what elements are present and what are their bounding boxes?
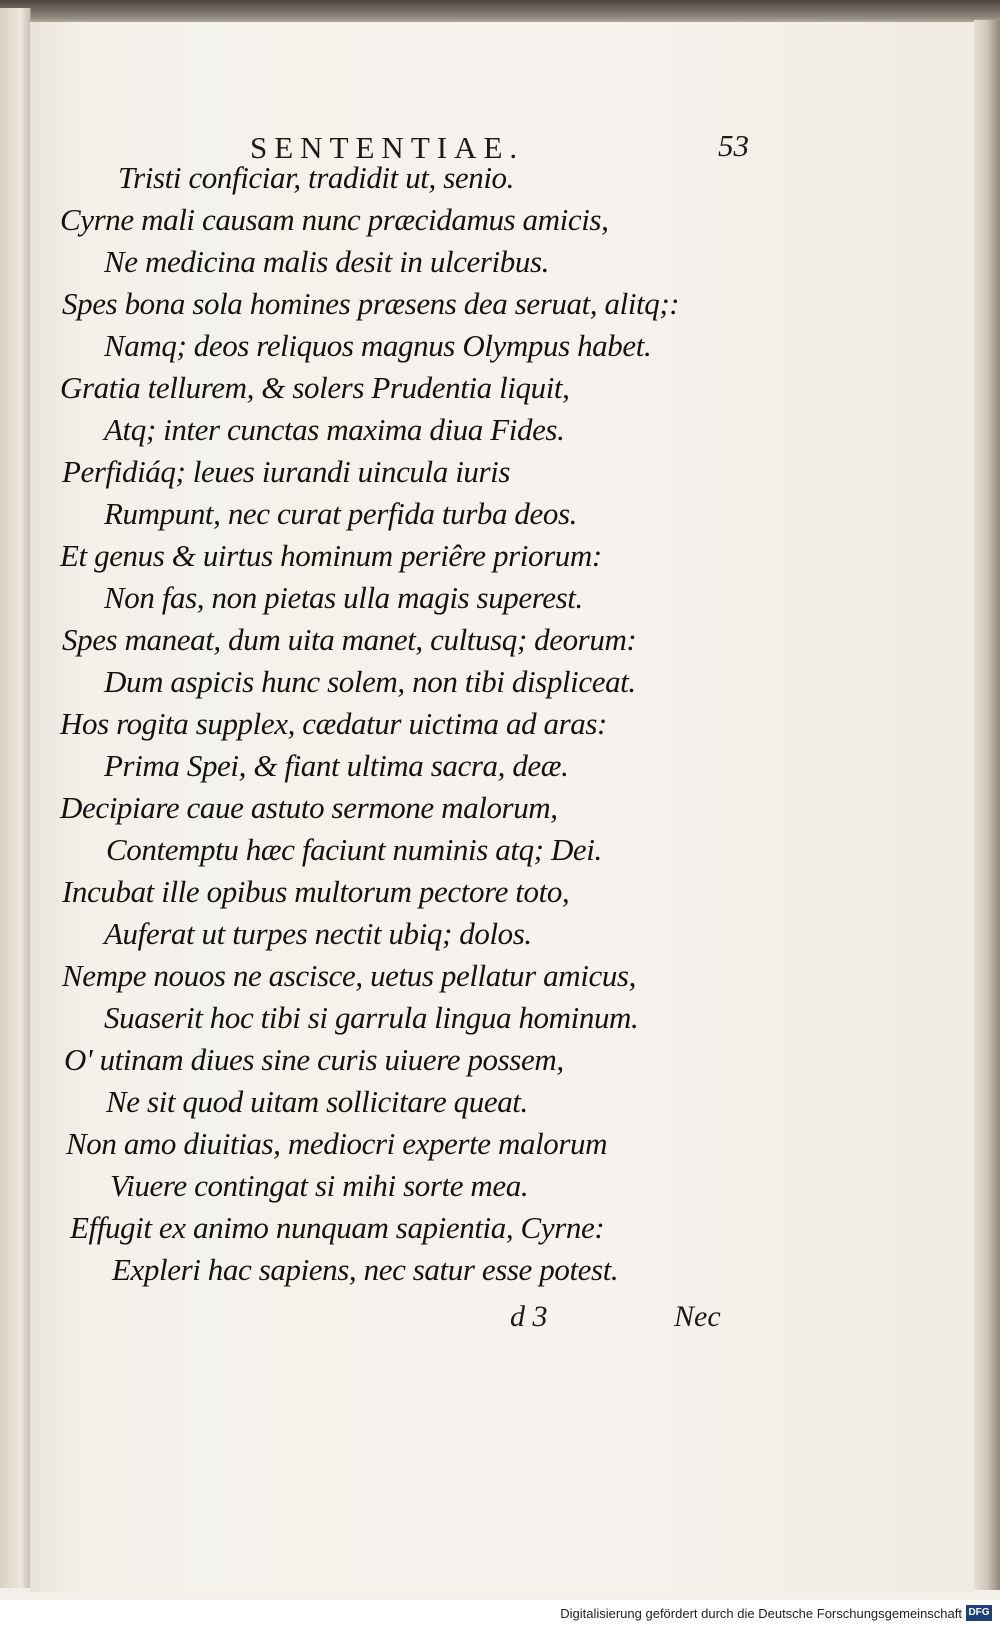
- verse-line: O' utinam diues sine curis uiuere possem,: [64, 1042, 564, 1077]
- verse-line: Ne medicina malis desit in ulceribus.: [104, 244, 549, 279]
- funding-credit: Digitalisierung gefördert durch die Deutsche Forschungsgemeinschaft: [560, 1606, 962, 1621]
- verse-line: Suaserit hoc tibi si garrula lingua hominum.: [104, 1000, 639, 1035]
- fore-edge: [974, 20, 1000, 1590]
- verse-line: Ne sit quod uitam sollicitare queat.: [106, 1084, 528, 1119]
- digitization-footer: [0, 1600, 1000, 1628]
- signature-mark: d 3: [510, 1300, 548, 1333]
- verse-line: Non amo diuitias, mediocri experte malorum: [66, 1126, 608, 1161]
- dfg-logo: DFG: [966, 1605, 992, 1621]
- verse-line: Spes bona sola homines præsens dea seruat, alitq;:: [62, 286, 680, 321]
- verse-line: Auferat ut turpes nectit ubiq; dolos.: [104, 916, 532, 951]
- running-head: SENTENTIAE.: [250, 130, 525, 165]
- verse-line: Contemptu hæc faciunt numinis atq; Dei.: [106, 832, 602, 867]
- verse-line: Nempe nouos ne ascisce, uetus pellatur amicus,: [62, 958, 636, 993]
- verse-line: Atq; inter cunctas maxima diua Fides.: [104, 412, 565, 447]
- facing-page-margin: [0, 8, 31, 1588]
- verse-line: Decipiare caue astuto sermone malorum,: [60, 790, 558, 825]
- book-leaf: [30, 22, 974, 1592]
- verse-line: Dum aspicis hunc solem, non tibi displiceat.: [104, 664, 636, 699]
- verse-line: Spes maneat, dum uita manet, cultusq; deorum:: [62, 622, 637, 657]
- verse-line: Rumpunt, nec curat perfida turba deos.: [104, 496, 577, 531]
- verse-line: Hos rogita supplex, cædatur uictima ad aras:: [60, 706, 607, 741]
- verse-line: Prima Spei, & fiant ultima sacra, deæ.: [104, 748, 569, 783]
- verse-line: Gratia tellurem, & solers Prudentia liquit,: [60, 370, 570, 405]
- verse-line: Namq; deos reliquos magnus Olympus habet.: [104, 328, 652, 363]
- page-number: 53: [718, 128, 749, 163]
- verse-line: Et genus & uirtus hominum periêre priorum:: [60, 538, 602, 573]
- verse-line: Expleri hac sapiens, nec satur esse potest.: [112, 1252, 619, 1287]
- catchword: Nec: [674, 1300, 721, 1333]
- verse-line: Tristi conficiar, tradidit ut, senio.: [118, 160, 514, 195]
- verse-line: Cyrne mali causam nunc præcidamus amicis,: [60, 202, 609, 237]
- verse-line: Effugit ex animo nunquam sapientia, Cyrne:: [70, 1210, 605, 1245]
- verse-line: Viuere contingat si mihi sorte mea.: [110, 1168, 529, 1203]
- verse-line: Perfidiáq; leues iurandi uincula iuris: [62, 454, 511, 489]
- verse-line: Non fas, non pietas ulla magis superest.: [104, 580, 583, 615]
- verse-line: Incubat ille opibus multorum pectore toto,: [62, 874, 570, 909]
